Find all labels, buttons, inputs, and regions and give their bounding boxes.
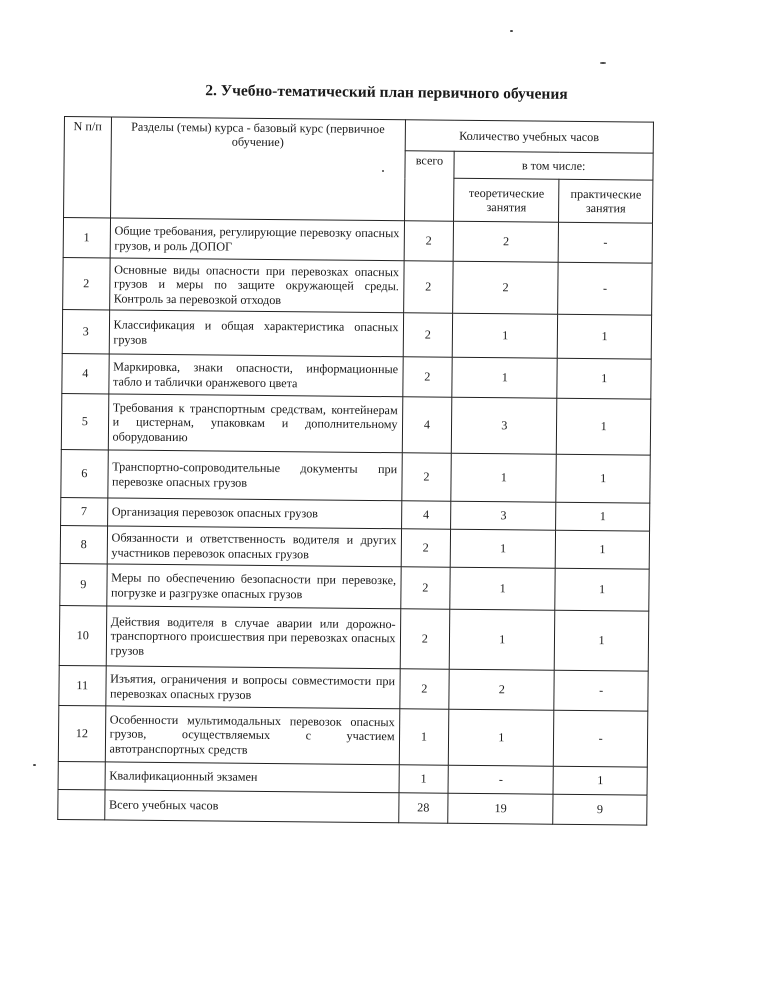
table-row (63, 218, 652, 264)
row-topic: Изъятия, ограничения и вопросы совместимости при перевозках опасных грузов (105, 666, 399, 709)
row-topic: Квалификационный экзамен (105, 762, 399, 793)
row-number: 9 (60, 563, 107, 605)
header-row (64, 117, 653, 154)
table-row (62, 353, 651, 399)
row-practice-hours: - (554, 670, 648, 711)
row-topic: Маркировка, знаки опасности, информационные табло и таблички оранжевого цвета (108, 354, 402, 397)
row-practice-hours: - (558, 262, 652, 315)
table-row (60, 563, 649, 611)
table-row (58, 789, 647, 825)
header-total: всего (404, 151, 454, 221)
row-practice-hours: 1 (556, 454, 650, 503)
row-total-hours: 28 (398, 793, 448, 823)
table-row (61, 449, 650, 503)
row-total-hours: 2 (399, 669, 449, 709)
curriculum-table (57, 116, 654, 826)
row-topic: Основные виды опасности при перевозках опасных грузов и меры по защите окружающей среды. Контроль за перевозкой отходов (109, 258, 403, 313)
row-practice-hours: 1 (557, 398, 651, 455)
row-number (58, 789, 105, 819)
header-including: в том числе: (454, 151, 653, 180)
header-num: N п/п (64, 117, 112, 218)
row-number: 5 (61, 393, 108, 449)
row-number: 10 (59, 605, 106, 665)
table-row (61, 393, 651, 455)
row-topic: Транспортно-сопроводительные документы при перевозке опасных грузов (107, 450, 401, 501)
table-row (59, 605, 649, 671)
row-number: 11 (59, 665, 106, 705)
row-number: 3 (62, 309, 109, 353)
row-topic: Особенности мультимодальных перевозок опасных грузов, осуществляемых с участием автотранспортных средств (105, 706, 399, 765)
row-total-hours: 2 (404, 221, 454, 261)
row-theory-hours: 1 (451, 453, 556, 502)
row-total-hours: 2 (402, 357, 452, 397)
row-total-hours: 2 (400, 609, 450, 669)
row-practice-hours: - (558, 222, 652, 263)
table-body (58, 218, 653, 826)
row-theory-hours: 2 (453, 221, 558, 262)
row-practice-hours: 1 (556, 502, 650, 531)
row-topic: Меры по обеспечению безопасности при перевозке, погрузке и разгрузке опасных грузов (106, 564, 400, 609)
table-row (60, 525, 649, 569)
scan-speck (600, 62, 606, 64)
row-topic: Всего учебных часов (104, 790, 398, 823)
row-practice-hours: 1 (557, 314, 651, 359)
row-total-hours: 1 (399, 709, 449, 765)
scan-speck (33, 764, 36, 766)
row-number: 2 (63, 257, 110, 309)
row-theory-hours: 1 (452, 313, 557, 358)
row-number: 8 (60, 525, 107, 563)
row-theory-hours: 1 (449, 709, 555, 766)
row-number (58, 761, 105, 789)
row-theory-hours: 2 (449, 669, 554, 710)
row-theory-hours: 3 (452, 397, 558, 454)
row-total-hours: 2 (403, 313, 453, 357)
scan-speck (510, 30, 513, 32)
row-theory-hours: 3 (451, 501, 556, 530)
row-topic: Требования к транспортным средствам, контейнерам и цистернам, упаковкам и дополнительному оборудованию (108, 394, 402, 453)
row-topic: Обязанности и ответственность водителя и других участников перевозок опасных грузов (107, 526, 401, 567)
table-row (59, 665, 648, 711)
row-theory-hours: 1 (450, 567, 555, 610)
row-total-hours: 2 (401, 529, 451, 567)
row-number: 4 (62, 353, 109, 393)
page-title: 2. Учебно-тематический план первичного обучения (205, 82, 568, 103)
row-theory-hours: 1 (452, 357, 557, 398)
scan-speck (382, 170, 384, 172)
row-practice-hours: 1 (557, 358, 651, 399)
header-sections: Разделы (темы) курса - базовый курс (первичное обучение) (110, 117, 405, 221)
row-number: 6 (61, 449, 108, 497)
row-topic: Общие требования, регулирующие перевозку опасных грузов, и роль ДОПОГ (110, 218, 404, 261)
table-row (62, 309, 651, 359)
header-practice: практические занятия (559, 179, 653, 223)
row-theory-hours: 2 (453, 261, 559, 314)
row-theory-hours: - (448, 765, 553, 794)
row-practice-hours: 1 (553, 766, 647, 795)
row-total-hours: 2 (401, 453, 451, 501)
row-theory-hours: 1 (449, 609, 555, 670)
row-total-hours: 4 (401, 501, 451, 529)
row-theory-hours: 1 (450, 529, 555, 568)
header-theory: теоретические занятия (454, 178, 559, 222)
row-number: 12 (58, 705, 105, 761)
table-row (58, 705, 648, 767)
row-total-hours: 2 (400, 567, 450, 609)
row-topic: Организация перевозок опасных грузов (107, 498, 401, 529)
row-theory-hours: 19 (448, 793, 553, 824)
row-topic: Классификация и общая характеристика опасных грузов (109, 310, 403, 357)
row-practice-hours: - (554, 710, 648, 767)
row-number: 7 (61, 497, 108, 525)
row-practice-hours: 1 (555, 530, 649, 569)
row-topic: Действия водителя в случае аварии или дорожно-транспортного происшествия при перевозках опасных грузов (106, 606, 400, 669)
table-row (63, 257, 652, 315)
row-total-hours: 2 (403, 261, 453, 313)
header-hours: Количество учебных часов (405, 120, 654, 153)
row-number: 1 (63, 218, 110, 258)
row-practice-hours: 1 (554, 610, 648, 671)
row-practice-hours: 1 (555, 568, 649, 611)
row-practice-hours: 9 (553, 794, 647, 825)
row-total-hours: 4 (402, 397, 452, 453)
row-total-hours: 1 (399, 765, 449, 793)
